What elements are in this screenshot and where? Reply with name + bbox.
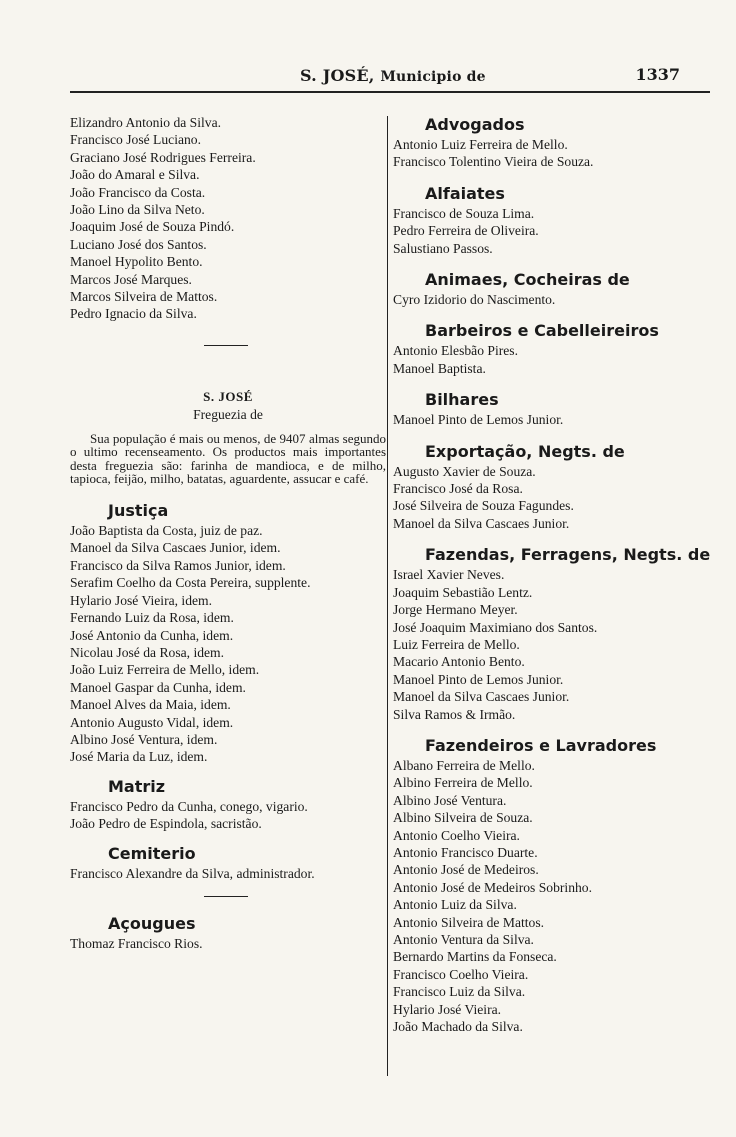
list-item: Albano Ferreira de Mello. (393, 757, 535, 773)
list-item: Graciano José Rodrigues Ferreira. (70, 149, 256, 165)
column-divider (387, 116, 388, 1076)
list-item: Serafim Coelho da Costa Pereira, supplente. (70, 575, 311, 591)
list-item: Pedro Ferreira de Oliveira. (393, 223, 539, 239)
list-item: Francisco Tolentino Vieira de Souza. (393, 154, 594, 170)
list-item: Antonio Coelho Vieira. (393, 827, 520, 843)
list-item: Jorge Hermano Meyer. (393, 602, 518, 618)
list-item: Antonio José de Medeiros. (393, 862, 539, 878)
section-heading-bilhares: Bilhares (425, 390, 499, 410)
list-item: Cyro Izidorio do Nascimento. (393, 292, 556, 308)
list-item: Francisco da Silva Ramos Junior, idem. (70, 557, 286, 573)
names-top-list (70, 114, 386, 323)
parish-description (70, 432, 386, 486)
list-item: João Baptista da Costa, juiz de paz. (70, 523, 263, 539)
list-item: Albino Ferreira de Mello. (393, 775, 533, 791)
list-item: Macario Antonio Bento. (393, 654, 525, 670)
list-item: João Francisco da Costa. (70, 184, 206, 200)
section-heading-advogados: Advogados (425, 115, 525, 134)
list-item: Hylario José Vieira, idem. (70, 592, 213, 608)
list-item: Manoel Baptista. (393, 360, 486, 376)
list-item: Hylario José Vieira. (393, 1001, 502, 1017)
list-item: João do Amaral e Silva. (70, 167, 200, 183)
list-item: Fernando Luiz da Rosa, idem. (70, 610, 234, 626)
list-item: Antonio Elesbão Pires. (393, 343, 518, 359)
list-item: Antonio José de Medeiros Sobrinho. (393, 879, 592, 895)
list-item: Antonio Francisco Duarte. (393, 844, 538, 860)
list-item: Manoel da Silva Cascaes Junior, idem. (70, 540, 281, 556)
list-item: José Joaquim Maximiano dos Santos. (393, 619, 598, 635)
list-item: Antonio Luiz Ferreira de Mello. (393, 137, 568, 152)
section-heading-acougues: Açougues (108, 913, 196, 933)
justica-list (70, 522, 386, 766)
list-item: José Antonio da Cunha, idem. (70, 627, 234, 643)
parish-paragraph: Sua população é mais ou menos, de 9407 almas segundo o ultimo recenseamento. Os productos mais importantes desta freguezia são: farinha de mandioca, e de milho, tapioca, feijão, milho, batatas, aguardente, assucar e café. (70, 430, 386, 487)
matriz-list (70, 798, 386, 833)
list-item: Manoel Pinto de Lemos Junior. (393, 671, 564, 687)
list-item: Manoel da Silva Cascaes Junior. (393, 689, 570, 705)
list-item: Francisco Luiz da Silva. (393, 984, 526, 1000)
list-item: José Maria da Luz, idem. (70, 749, 208, 765)
list-item: Elizandro Antonio da Silva. (70, 115, 222, 130)
acougues-list (70, 935, 386, 952)
list-item: Thomaz Francisco Rios. (70, 935, 203, 951)
list-item: Francisco de Souza Lima. (393, 205, 535, 221)
parish-subtitle: Freguezia de (193, 407, 263, 423)
list-item: João Pedro de Espindola, sacristão. (70, 816, 262, 832)
parish-title: S. JOSÉ (203, 388, 253, 404)
section-heading-justica: Justiça (108, 501, 169, 521)
list-item: Manoel Gaspar da Cunha, idem. (70, 679, 246, 695)
list-item: João Luiz Ferreira de Mello, idem. (70, 662, 260, 678)
list-item: Manoel Alves da Maia, idem. (70, 697, 231, 713)
section-heading-cemiterio: Cemiterio (108, 843, 196, 863)
list-item: Antonio Ventura da Silva. (393, 932, 534, 947)
list-item: Manoel Hypolito Bento. (70, 254, 203, 270)
list-item: Salustiano Passos. (393, 240, 493, 256)
list-item: Joaquim José de Souza Pindó. (70, 219, 235, 235)
section-heading-exportacao: Exportação, Negts. de (425, 441, 625, 461)
list-item: Francisco Coelho Vieira. (393, 966, 529, 982)
list-item: Antonio Luiz da Silva. (393, 897, 517, 913)
list-item: Silva Ramos & Irmão. (393, 706, 516, 722)
running-title (300, 66, 486, 85)
list-item: Albino José Ventura, idem. (70, 731, 218, 747)
cemiterio-list (70, 865, 386, 882)
list-item: Manoel da Silva Cascaes Junior. (393, 515, 570, 531)
page-number: 1337 (635, 65, 680, 84)
header-title: S. JOSÉ, (300, 66, 375, 85)
list-item: Antonio Augusto Vidal, idem. (70, 714, 234, 730)
list-item: Israel Xavier Neves. (393, 567, 505, 583)
list-item: Albino José Ventura. (393, 792, 507, 808)
list-item: João Lino da Silva Neto. (70, 202, 205, 218)
section-heading-barbeiros: Barbeiros e Cabelleireiros (425, 321, 659, 341)
section-heading-alfaiates: Alfaiates (425, 183, 505, 203)
list-item: Bernardo Martins da Fonseca. (393, 949, 557, 965)
list-item: Marcos Silveira de Mattos. (70, 289, 218, 305)
list-item: Francisco José da Rosa. (393, 481, 523, 497)
section-heading-matriz: Matriz (108, 776, 166, 796)
header-rule (70, 91, 710, 93)
list-item: Albino Silveira de Souza. (393, 810, 533, 826)
list-item: Marcos José Marques. (70, 271, 192, 287)
right-column (393, 114, 713, 1035)
list-item: Francisco Alexandre da Silva, administrador. (70, 865, 315, 881)
list-item: João Machado da Silva. (393, 1019, 523, 1035)
list-item: Joaquim Sebastião Lentz. (393, 584, 533, 600)
list-item: Luiz Ferreira de Mello. (393, 636, 520, 652)
section-heading-fazendas: Fazendas, Ferragens, Negts. de (425, 545, 711, 565)
page-header (70, 62, 710, 90)
list-item: Luciano José dos Santos. (70, 236, 207, 252)
list-item: Manoel Pinto de Lemos Junior. (393, 412, 564, 428)
list-item: Francisco José Luciano. (70, 132, 201, 148)
list-item: Francisco Pedro da Cunha, conego, vigario. (70, 798, 308, 814)
left-column (70, 114, 386, 952)
list-item: José Silveira de Souza Fagundes. (393, 498, 574, 514)
list-item: Augusto Xavier de Souza. (393, 463, 536, 479)
list-item: Nicolau José da Rosa, idem. (70, 644, 225, 660)
list-item: Pedro Ignacio da Silva. (70, 306, 197, 322)
section-heading-animaes: Animaes, Cocheiras de (425, 270, 630, 290)
header-municipio: Municipio de (380, 69, 486, 85)
list-item: Antonio Silveira de Mattos. (393, 914, 545, 930)
section-heading-fazendeiros: Fazendeiros e Lavradores (425, 735, 657, 755)
